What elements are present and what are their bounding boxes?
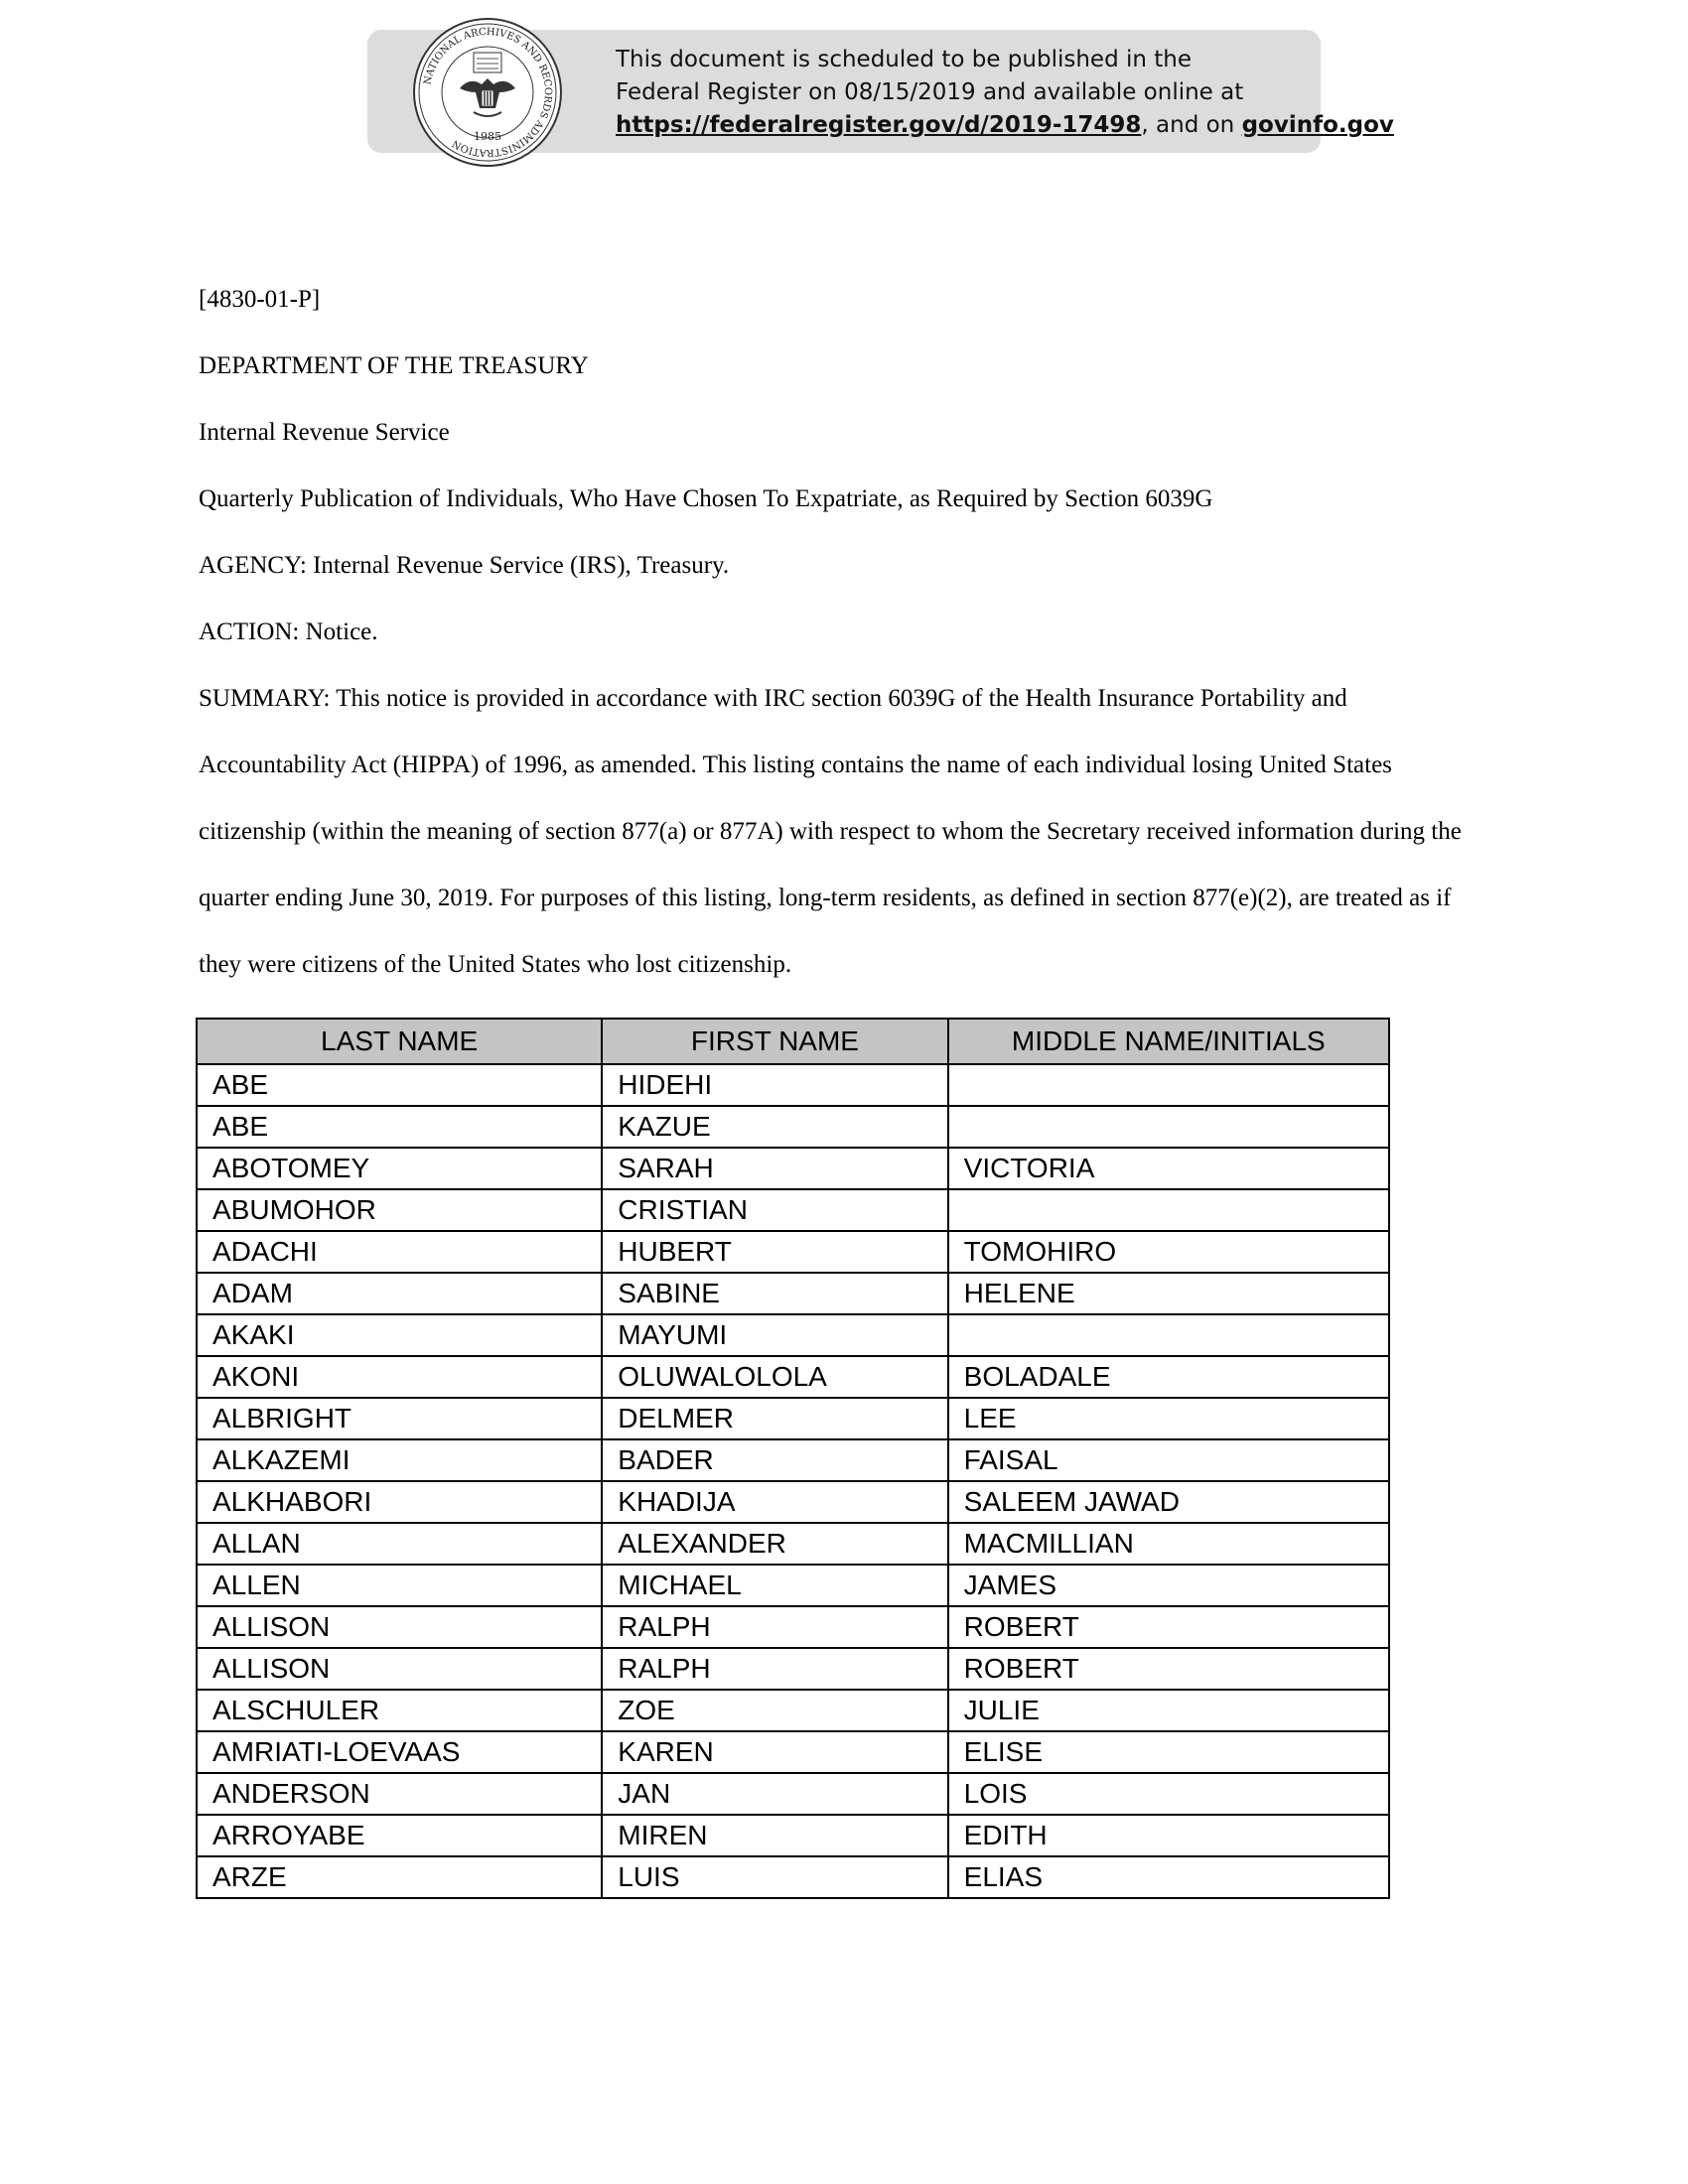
- table-row: [197, 1398, 1389, 1439]
- first-name-cell: SABINE: [602, 1273, 947, 1314]
- last-name-cell: ALLEN: [197, 1565, 602, 1606]
- notice-body: [199, 266, 1489, 998]
- last-name-cell: ALLISON: [197, 1606, 602, 1648]
- header-first-name: FIRST NAME: [602, 1019, 947, 1064]
- last-name-cell: ARROYABE: [197, 1815, 602, 1856]
- department-heading: DEPARTMENT OF THE TREASURY: [199, 352, 589, 379]
- last-name-cell: ARZE: [197, 1856, 602, 1898]
- first-name-cell: KHADIJA: [602, 1481, 947, 1523]
- last-name-cell: ALLISON: [197, 1648, 602, 1690]
- agency-line: AGENCY: Internal Revenue Service (IRS), Treasury.: [199, 552, 730, 579]
- header-last-name: LAST NAME: [197, 1019, 602, 1064]
- summary-paragraph: SUMMARY: This notice is provided in accordance with IRC section 6039G of the Health Insurance Portability and Accountability Act (HIPPA) of 1996, as amended. This listing contains the name of each individual losing United States citizenship (within the meaning of section 877(a) or 877A) with respect to whom the Secretary received information during the quarter ending June 30, 2019. For purposes of this listing, long-term residents, as defined in section 877(e)(2), are treated as if they were citizens of the United States who lost citizenship.: [199, 685, 1462, 978]
- banner-connector: , and on: [1141, 112, 1242, 138]
- table-row: [197, 1690, 1389, 1731]
- document-code: [4830-01-P]: [199, 286, 321, 313]
- table-row: [197, 1523, 1389, 1565]
- middle-name-cell: BOLADALE: [948, 1356, 1389, 1398]
- first-name-cell: OLUWALOLOLA: [602, 1356, 947, 1398]
- middle-name-cell: LOIS: [948, 1773, 1389, 1815]
- seal-ring-text: NATIONAL ARCHIVES AND RECORDS ADMINISTRATION: [422, 26, 554, 159]
- last-name-cell: AMRIATI-LOEVAAS: [197, 1731, 602, 1773]
- middle-name-cell: SALEEM JAWAD: [948, 1481, 1389, 1523]
- middle-name-cell: [948, 1106, 1389, 1148]
- first-name-cell: RALPH: [602, 1648, 947, 1690]
- middle-name-cell: ROBERT: [948, 1648, 1389, 1690]
- first-name-cell: HIDEHI: [602, 1064, 947, 1106]
- first-name-cell: KAREN: [602, 1731, 947, 1773]
- table-row: [197, 1314, 1389, 1356]
- middle-name-cell: ELIAS: [948, 1856, 1389, 1898]
- notice-title: Quarterly Publication of Individuals, Who Have Chosen To Expatriate, as Required by Section 6039G: [199, 485, 1213, 512]
- first-name-cell: SARAH: [602, 1148, 947, 1189]
- last-name-cell: AKAKI: [197, 1314, 602, 1356]
- last-name-cell: ALKHABORI: [197, 1481, 602, 1523]
- first-name-cell: LUIS: [602, 1856, 947, 1898]
- last-name-cell: ALBRIGHT: [197, 1398, 602, 1439]
- first-name-cell: MICHAEL: [602, 1565, 947, 1606]
- first-name-cell: KAZUE: [602, 1106, 947, 1148]
- middle-name-cell: FAISAL: [948, 1439, 1389, 1481]
- nara-seal-icon: [412, 17, 563, 168]
- table-row: [197, 1189, 1389, 1231]
- federal-register-link[interactable]: https://federalregister.gov/d/2019-17498: [616, 112, 1142, 138]
- table-row: [197, 1273, 1389, 1314]
- expatriates-table: [196, 1018, 1390, 1899]
- first-name-cell: RALPH: [602, 1606, 947, 1648]
- last-name-cell: ABOTOMEY: [197, 1148, 602, 1189]
- first-name-cell: CRISTIAN: [602, 1189, 947, 1231]
- govinfo-link[interactable]: govinfo.gov: [1241, 112, 1394, 138]
- first-name-cell: ALEXANDER: [602, 1523, 947, 1565]
- first-name-cell: HUBERT: [602, 1231, 947, 1273]
- middle-name-cell: MACMILLIAN: [948, 1523, 1389, 1565]
- table-row: [197, 1106, 1389, 1148]
- middle-name-cell: JULIE: [948, 1690, 1389, 1731]
- table-row: [197, 1231, 1389, 1273]
- last-name-cell: ADAM: [197, 1273, 602, 1314]
- table-row: [197, 1481, 1389, 1523]
- action-line: ACTION: Notice.: [199, 618, 378, 645]
- banner-text: [616, 44, 1394, 142]
- last-name-cell: ABE: [197, 1064, 602, 1106]
- middle-name-cell: EDITH: [948, 1815, 1389, 1856]
- first-name-cell: DELMER: [602, 1398, 947, 1439]
- agency-name: Internal Revenue Service: [199, 419, 450, 446]
- table-header-row: [197, 1019, 1389, 1064]
- table-row: [197, 1856, 1389, 1898]
- seal-year: 1985: [474, 130, 501, 143]
- middle-name-cell: ELISE: [948, 1731, 1389, 1773]
- middle-name-cell: LEE: [948, 1398, 1389, 1439]
- table-row: [197, 1439, 1389, 1481]
- first-name-cell: JAN: [602, 1773, 947, 1815]
- table-row: [197, 1815, 1389, 1856]
- middle-name-cell: TOMOHIRO: [948, 1231, 1389, 1273]
- table-row: [197, 1606, 1389, 1648]
- last-name-cell: AKONI: [197, 1356, 602, 1398]
- last-name-cell: ALKAZEMI: [197, 1439, 602, 1481]
- last-name-cell: ABUMOHOR: [197, 1189, 602, 1231]
- last-name-cell: ALSCHULER: [197, 1690, 602, 1731]
- first-name-cell: MAYUMI: [602, 1314, 947, 1356]
- middle-name-cell: [948, 1064, 1389, 1106]
- middle-name-cell: ROBERT: [948, 1606, 1389, 1648]
- header-middle-name: MIDDLE NAME/INITIALS: [948, 1019, 1389, 1064]
- table-row: [197, 1356, 1389, 1398]
- first-name-cell: ZOE: [602, 1690, 947, 1731]
- middle-name-cell: JAMES: [948, 1565, 1389, 1606]
- middle-name-cell: [948, 1189, 1389, 1231]
- banner-line-2: Federal Register on 08/15/2019 and available online at: [616, 79, 1244, 105]
- middle-name-cell: VICTORIA: [948, 1148, 1389, 1189]
- middle-name-cell: [948, 1314, 1389, 1356]
- table-row: [197, 1731, 1389, 1773]
- table-row: [197, 1565, 1389, 1606]
- last-name-cell: ABE: [197, 1106, 602, 1148]
- banner-line-1: This document is scheduled to be published in the: [616, 47, 1192, 72]
- last-name-cell: ANDERSON: [197, 1773, 602, 1815]
- table-row: [197, 1773, 1389, 1815]
- table-row: [197, 1064, 1389, 1106]
- table-row: [197, 1648, 1389, 1690]
- last-name-cell: ADACHI: [197, 1231, 602, 1273]
- table-row: [197, 1148, 1389, 1189]
- first-name-cell: MIREN: [602, 1815, 947, 1856]
- first-name-cell: BADER: [602, 1439, 947, 1481]
- banner-line-3: [616, 109, 1394, 142]
- middle-name-cell: HELENE: [948, 1273, 1389, 1314]
- last-name-cell: ALLAN: [197, 1523, 602, 1565]
